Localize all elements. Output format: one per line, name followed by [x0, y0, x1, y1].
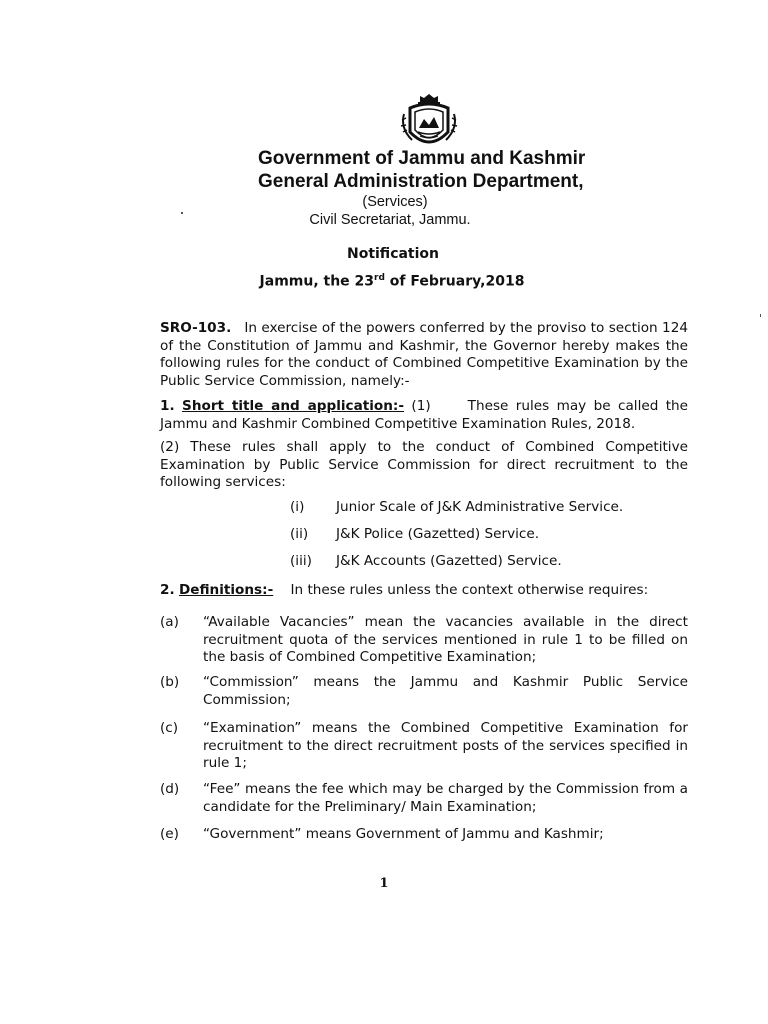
rule-1: 1. Short title and application:- (1) These rules may be called the Jammu and Kashmir Combined Competitive Examination Rules, 2018. — [160, 398, 689, 432]
service-item: (iii) J&K Accounts (Gazetted) Service. — [290, 553, 562, 569]
notification-date: Jammu, the 23rd of February,2018 — [259, 273, 525, 290]
rule-1-2: (2) These rules shall apply to the conduct of Combined Competitive Examination by Public Service Commission for direct recruitment to the following services: — [160, 439, 688, 490]
rule-1-text: These rules may be called the Jammu and Kashmir Combined Competitive Examination Rules, 2018. — [160, 398, 689, 432]
definition-item: (e) “Government” means Government of Jammu and Kashmir; — [160, 826, 604, 842]
rule-2-heading: Definitions:- — [178, 582, 274, 598]
header-secretariat: Civil Secretariat, Jammu. — [309, 212, 471, 228]
service-item: (i) Junior Scale of J&K Administrative Service. — [290, 499, 624, 515]
definition-item: (b) “Commission” means the Jammu and Kashmir Public Service Commission; — [160, 674, 688, 708]
header-department: General Administration Department, — [258, 171, 584, 192]
header-services: (Services) — [362, 194, 428, 210]
definition-item: (c) “Examination” means the Combined Competitive Examination for recruitment to the direct recruitment posts of the services specified in rule 1; — [160, 720, 688, 771]
scan-speck — [181, 212, 183, 214]
definition-item: (a) “Available Vacancies” mean the vacancies available in the direct recruitment quota of the services mentioned in rule 1 to be filled on the basis of Combined Competitive Examination; — [160, 614, 688, 665]
intro-paragraph — [160, 320, 688, 390]
intro-text: In exercise of the powers conferred by the proviso to section 124 of the Constitution of Jammu and Kashmir, the Governor hereby makes the following rules for the conduct of Combined Competitive Examination by the Public Service Commission, namely:- — [160, 320, 688, 389]
header-government: Government of Jammu and Kashmir — [258, 148, 586, 169]
scan-speck — [760, 314, 761, 317]
rule-2-text: In these rules unless the context otherwise requires: — [290, 582, 649, 598]
rule-1-heading: Short title and application:- — [182, 398, 405, 414]
service-item: (ii) J&K Police (Gazetted) Service. — [290, 526, 540, 542]
notification-title: Notification — [346, 246, 440, 262]
definition-item: (d) “Fee” means the fee which may be charged by the Commission from a candidate for the Preliminary/ Main Examination; — [160, 781, 688, 815]
page-number: 1 — [379, 876, 389, 891]
rule-2: 2. Definitions:- In these rules unless the context otherwise requires: — [160, 582, 649, 598]
sro-number: SRO-103. — [160, 320, 232, 336]
